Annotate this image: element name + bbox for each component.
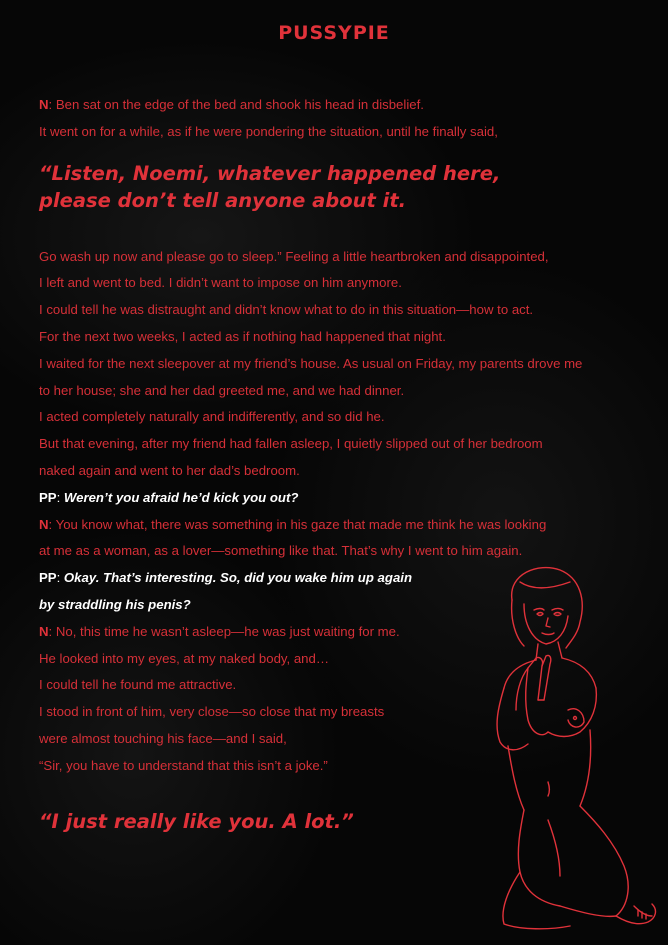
narrative-line (39, 378, 629, 405)
narrator-line (39, 92, 629, 119)
line-text: It went on for a while, as if he were pondering the situation, until he finally said, (39, 123, 498, 139)
narrative-line (39, 458, 629, 485)
speaker-tag: N (39, 97, 49, 112)
narrative-line (39, 431, 629, 458)
brand-title: PUSSYPIE (278, 22, 390, 44)
line-text: “Sir, you have to understand that this isn’t a joke.” (39, 757, 328, 773)
kneeling-figure-illustration (420, 560, 665, 940)
line-text: : No, this time he wasn’t asleep—he was just waiting for me. (48, 623, 400, 639)
line-text: He looked into my eyes, at my naked body, and… (39, 650, 330, 666)
narrative-line (39, 297, 629, 324)
line-text: Okay. That’s interesting. So, did you wake him up again (63, 570, 412, 586)
line-text: I acted completely naturally and indifferently, and so did he. (39, 409, 385, 425)
speaker-tag: N (39, 516, 49, 532)
speaker-tag: PP (39, 489, 57, 505)
speaker-tag: N (39, 623, 49, 639)
line-text: I waited for the next sleepover at my friend’s house. As usual on Friday, my parents drove me (39, 355, 583, 371)
line-text: to her house; she and her dad greeted me, and we had dinner. (39, 382, 405, 398)
line-text: I could tell he was distraught and didn’t know what to do in this situation—how to act. (39, 302, 534, 318)
line-text: I left and went to bed. I didn’t want to impose on him anymore. (39, 275, 402, 291)
speaker-tag: PP (39, 570, 57, 586)
line-text: : You know what, there was something in his gaze that made me think he was looking (48, 516, 547, 532)
narrative-line (39, 270, 629, 297)
narrative-line (39, 119, 629, 146)
line-text: Go wash up now and please go to sleep.” Feeling a little heartbroken and disappointed, (39, 248, 549, 264)
line-text: naked again and went to her dad’s bedroom. (39, 462, 300, 478)
line-text: Weren’t you afraid he’d kick you out? (63, 489, 299, 505)
line-text: I could tell he found me attractive. (39, 677, 237, 693)
line-text: were almost touching his face—and I said, (39, 730, 287, 746)
interviewer-line: PP: Weren’t you afraid he’d kick you out? (39, 489, 299, 505)
narrative-line (39, 351, 629, 378)
pull-quote-2: “I just really like you. A lot.” (39, 809, 354, 833)
line-text: I stood in front of him, very close—so close that my breasts (39, 704, 385, 720)
narrative-line (39, 244, 629, 271)
pull-quote-line: “Listen, Noemi, whatever happened here, (39, 161, 501, 185)
line-text: by straddling his penis? (39, 596, 191, 612)
line-text: : Ben sat on the edge of the bed and shook his head in disbelief. (48, 97, 424, 112)
pull-quote-1 (39, 160, 629, 214)
narrator-line (39, 512, 629, 539)
line-text: But that evening, after my friend had fallen asleep, I quietly slipped out of her bedroom (39, 436, 543, 452)
narrative-line (39, 324, 629, 351)
narrative-line (39, 404, 629, 431)
pull-quote-line: please don’t tell anyone about it. (39, 188, 407, 212)
interviewer-line: PP: Okay. That’s interesting. So, did you wake him up again (39, 570, 412, 586)
line-text: at me as a woman, as a lover—something like that. That’s why I went to him again. (39, 543, 523, 559)
intro-block (39, 92, 629, 146)
line-text: For the next two weeks, I acted as if nothing had happened that night. (39, 328, 446, 344)
